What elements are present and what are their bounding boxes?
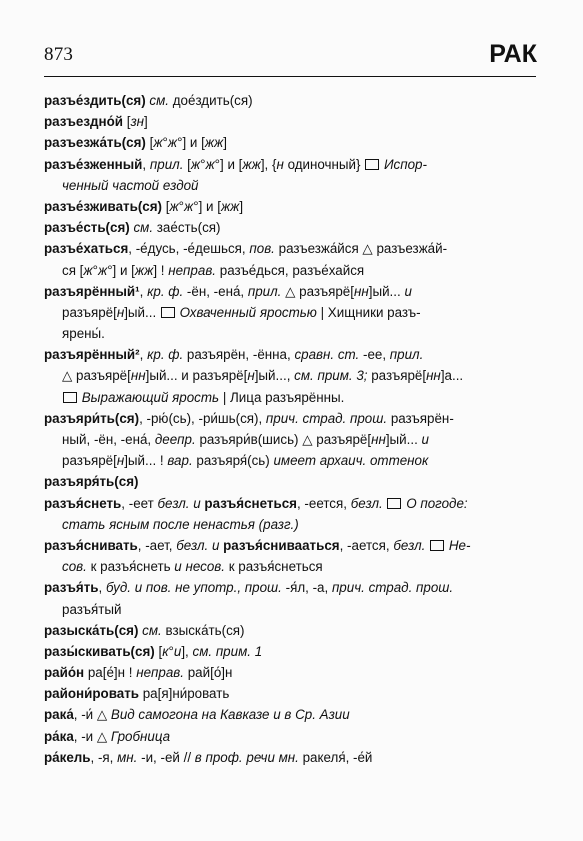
italic-note: жж <box>134 262 154 278</box>
italic-note: безл. <box>393 537 426 553</box>
entry-line <box>44 683 540 704</box>
entry-text: , -и △ <box>73 728 111 744</box>
headword: разыска́ть(ся) <box>44 622 139 638</box>
entry-line <box>44 196 540 217</box>
entry-text: , <box>142 156 150 172</box>
italic-note: н <box>276 156 284 172</box>
italic-note: н <box>116 304 125 320</box>
entry-line <box>44 408 540 429</box>
entry-text: °] и [ <box>193 198 221 214</box>
entry-text: , -еется, <box>296 495 351 511</box>
entry-text: ]а... <box>440 368 464 384</box>
entry-text: ° <box>168 643 174 659</box>
entry-line <box>44 429 540 450</box>
entry-text: разъе́дься, разъе́хайся <box>216 262 365 278</box>
entry-text: -ее, <box>359 347 390 363</box>
italic-note: нн <box>353 283 369 299</box>
entry-text: ° <box>162 135 168 151</box>
entry-text: ° <box>178 198 185 214</box>
italic-note: сравн. ст. <box>294 347 360 363</box>
entry-text: , -ает, <box>137 537 177 553</box>
italic-note: деепр. <box>154 432 196 447</box>
italic-note: буд. и пов. не употр., прош. <box>105 580 282 596</box>
headword: разъездно́й <box>44 114 123 130</box>
entry-line <box>44 132 540 153</box>
italic-note: Гробница <box>110 728 171 744</box>
entry-text: ]ый... ! <box>124 453 168 469</box>
headword: разъезжа́ть(ся) <box>44 135 146 151</box>
entry-line <box>44 514 540 535</box>
entry-text: ра[я]ни́ровать <box>139 686 230 702</box>
entry-text: дое́здить(ся) <box>172 93 253 108</box>
headword: разъе́здить(ся) <box>44 93 146 108</box>
header-rule <box>44 76 536 77</box>
entry-text <box>425 538 429 553</box>
italic-note: к <box>162 643 169 659</box>
italic-note: Охваченный яростью <box>175 304 317 320</box>
entry-line <box>44 323 540 344</box>
entry-text: ]ый..., <box>254 368 295 384</box>
entry-text: ] ! <box>153 262 169 278</box>
entry-text: ] <box>239 198 244 214</box>
entry-line <box>44 90 540 111</box>
italic-note: ж <box>83 262 93 278</box>
italic-note: нн <box>426 368 441 384</box>
italic-note: ж <box>205 156 215 172</box>
entry-text: разъярён, -ённа, <box>183 347 295 363</box>
italic-note: нн <box>371 432 386 447</box>
entry-text: ракеля́, -е́й <box>298 749 373 765</box>
italic-note: ж <box>97 262 108 278</box>
entry-text: -я́л, -а, <box>281 580 332 596</box>
headword: ра́ка <box>44 728 74 744</box>
headword: разъе́зженный <box>44 156 143 172</box>
entry-text: , -ается, <box>339 537 394 553</box>
italic-note: прил. <box>149 156 184 172</box>
italic-note: ж <box>167 135 178 151</box>
page-number: 873 <box>44 44 74 65</box>
entry-text: разъярё[ <box>62 304 117 320</box>
italic-note: ж <box>184 198 194 214</box>
headword: разъе́хаться <box>44 241 129 257</box>
italic-note: стать ясным после ненастья (разг.) <box>62 516 299 532</box>
entry-text: , -еет <box>121 495 158 511</box>
entry-text: °] и [ <box>107 262 135 278</box>
entry-text: ] <box>223 135 228 151</box>
entry-text: ] <box>144 114 148 130</box>
italic-note: безл. <box>350 495 383 511</box>
entry-line <box>44 620 540 641</box>
italic-note: ж <box>169 198 179 214</box>
entry-text: разъяря́(сь) <box>192 453 274 469</box>
square-symbol-icon <box>430 540 444 551</box>
entry-text: ]ый... <box>368 283 405 299</box>
headword: райони́ровать <box>44 686 140 702</box>
italic-note: безл. и <box>157 495 205 511</box>
entry-text: рай[о́]н <box>184 665 233 681</box>
italic-note: в проф. речи мн. <box>194 749 299 765</box>
entry-line <box>44 599 540 620</box>
entry-line <box>44 641 540 662</box>
entry-text: ]ый... и разъярё[ <box>145 368 248 384</box>
italic-note: мн. <box>117 749 138 765</box>
entry-text: одиночный} <box>283 156 365 172</box>
square-symbol-icon <box>63 392 77 403</box>
italic-note: жж <box>204 135 224 151</box>
headword: райо́н <box>44 665 85 681</box>
entry-text: , -е́дусь, -е́дешься, <box>128 241 250 257</box>
italic-note: зн <box>130 114 145 130</box>
italic-note: кр. ф. <box>147 347 184 363</box>
italic-note: пов. <box>249 241 275 257</box>
headword: разы́скивать(ся) <box>44 643 155 659</box>
headword: разъяря́ть(ся) <box>44 474 139 490</box>
italic-note: ж <box>190 156 201 172</box>
entry-text: [ <box>122 114 131 130</box>
entry-text: ный, -ён, -ена́, <box>62 432 155 447</box>
italic-note: см. <box>138 622 166 638</box>
square-symbol-icon <box>365 159 379 170</box>
entry-text: зае́сть(ся) <box>156 220 221 236</box>
entry-text: ], <box>181 643 193 659</box>
entry-text: ], { <box>260 156 277 172</box>
entry-line <box>44 535 540 556</box>
headword: разъя́снивать <box>44 537 138 553</box>
entry-line <box>44 556 540 577</box>
italic-note: кр. ф. <box>147 283 184 299</box>
italic-note: прил. <box>389 347 424 363</box>
italic-note: жж <box>242 156 261 172</box>
entry-line <box>44 175 540 196</box>
headword: разъярённый¹ <box>44 283 140 299</box>
entries-list <box>44 90 540 768</box>
italic-note: нн <box>130 368 146 384</box>
square-symbol-icon <box>161 307 175 318</box>
italic-note: Не- <box>445 537 471 553</box>
italic-note: и <box>404 283 412 299</box>
entry-line <box>44 154 540 175</box>
entry-text: °] и [ <box>214 156 243 172</box>
entry-line <box>44 281 540 302</box>
italic-note: см. <box>145 93 173 108</box>
entry-line <box>44 747 540 768</box>
italic-note: см. <box>129 220 157 236</box>
headword: разъя́ть <box>44 580 99 596</box>
entry-text: разъяри́в(шись) △ разъярё[ <box>195 432 372 447</box>
entry-text: ° <box>200 156 206 172</box>
square-symbol-icon <box>387 498 401 509</box>
italic-note: вар. <box>167 453 193 469</box>
headword: разъя́снеться <box>204 495 297 511</box>
italic-note: и <box>421 432 429 447</box>
italic-note: неправ. <box>136 665 184 681</box>
entry-text: -и, -ей // <box>137 749 195 765</box>
italic-note: имеет архаич. оттенок <box>273 453 429 469</box>
italic-note: и несов. <box>174 559 229 575</box>
headword: разъя́снивааться <box>223 537 340 553</box>
entry-text: взыска́ть(ся) <box>165 622 245 638</box>
headword: разъярённый² <box>44 347 140 363</box>
entry-text: ра[е́]н ! <box>84 665 137 681</box>
entry-text: , -я, <box>90 749 118 765</box>
entry-text: ]ый... <box>385 432 422 447</box>
italic-note: см. прим. 1 <box>192 643 263 659</box>
entry-text: ся [ <box>62 262 84 278</box>
entry-line <box>44 704 540 725</box>
running-head: РАК <box>489 40 537 68</box>
entry-text: | Хищники разъ- <box>316 304 421 320</box>
entry-text: | Лица разъярённы. <box>219 389 345 405</box>
entry-text: [ <box>154 643 163 659</box>
entry-text: разъя́тый <box>62 601 122 617</box>
entry-text: [ <box>162 198 170 214</box>
italic-note: жж <box>220 198 240 214</box>
italic-note: прил. <box>247 283 282 299</box>
italic-note: О погоде: <box>402 495 468 511</box>
italic-note: и <box>173 643 182 659</box>
entry-text: [ <box>145 135 154 151</box>
entry-line <box>44 450 540 471</box>
entry-text: -ён, -ена́, <box>183 283 248 299</box>
entry-line <box>44 344 540 365</box>
headword: разъе́зживать(ся) <box>44 198 162 214</box>
entry-text: разъярё[ <box>62 453 117 469</box>
italic-note: безл. и <box>176 537 224 553</box>
entry-line <box>44 387 540 408</box>
italic-note: прич. страд. прош. <box>331 580 454 596</box>
italic-note: Испор- <box>380 156 427 172</box>
italic-note: сов. <box>62 559 91 575</box>
entry-line <box>44 726 540 747</box>
entry-text: , -и́ △ <box>73 707 111 723</box>
entry-line <box>44 238 540 259</box>
entry-text: к разъя́снеть <box>90 559 175 575</box>
italic-note: Вид самогона на Кавказе и в Ср. Азии <box>110 707 350 723</box>
entry-line <box>44 365 540 386</box>
italic-note: неправ. <box>168 262 217 278</box>
entry-text: △ разъярё[ <box>62 368 131 384</box>
headword: ра́кель <box>44 749 91 765</box>
italic-note: Выражающий ярость <box>78 389 220 405</box>
entry-text: ярены́. <box>62 326 105 342</box>
entry-text: , -рю́(сь), -ри́шь(ся), <box>139 410 266 426</box>
italic-note: см. прим. 3; <box>294 368 368 384</box>
entry-text: , <box>98 580 106 596</box>
italic-note: н <box>247 368 255 384</box>
headword: разъя́снеть <box>44 495 122 511</box>
entry-line <box>44 302 540 323</box>
headword: разъе́сть(ся) <box>44 220 130 236</box>
entry-line <box>44 111 540 132</box>
entry-line <box>44 217 540 238</box>
entry-text: ]ый... <box>124 304 160 320</box>
entry-text: разъярён- <box>387 410 454 426</box>
entry-text: разъярё[ <box>367 368 427 384</box>
entry-line <box>44 471 540 492</box>
entry-line <box>44 260 540 281</box>
entry-text: разъезжа́йся △ разъезжа́й- <box>274 241 448 257</box>
entry-text: , <box>139 283 148 299</box>
entry-text: , <box>139 347 148 363</box>
entry-text: ° <box>92 262 98 278</box>
italic-note: прич. страд. прош. <box>265 410 388 426</box>
entry-text: △ разъярё[ <box>281 283 354 299</box>
headword: разъяри́ть(ся) <box>44 410 140 426</box>
entry-line <box>44 577 540 598</box>
entry-text: [ <box>183 156 191 172</box>
headword: рака́ <box>44 707 74 723</box>
entry-text <box>383 496 387 511</box>
italic-note: н <box>116 453 125 469</box>
entry-text: к разъя́снеться <box>228 559 323 575</box>
italic-note: ченный частой ездой <box>62 177 199 193</box>
entry-line <box>44 662 540 683</box>
entry-line <box>44 493 540 514</box>
entry-text: °] и [ <box>177 135 205 151</box>
italic-note: ж <box>153 135 163 151</box>
